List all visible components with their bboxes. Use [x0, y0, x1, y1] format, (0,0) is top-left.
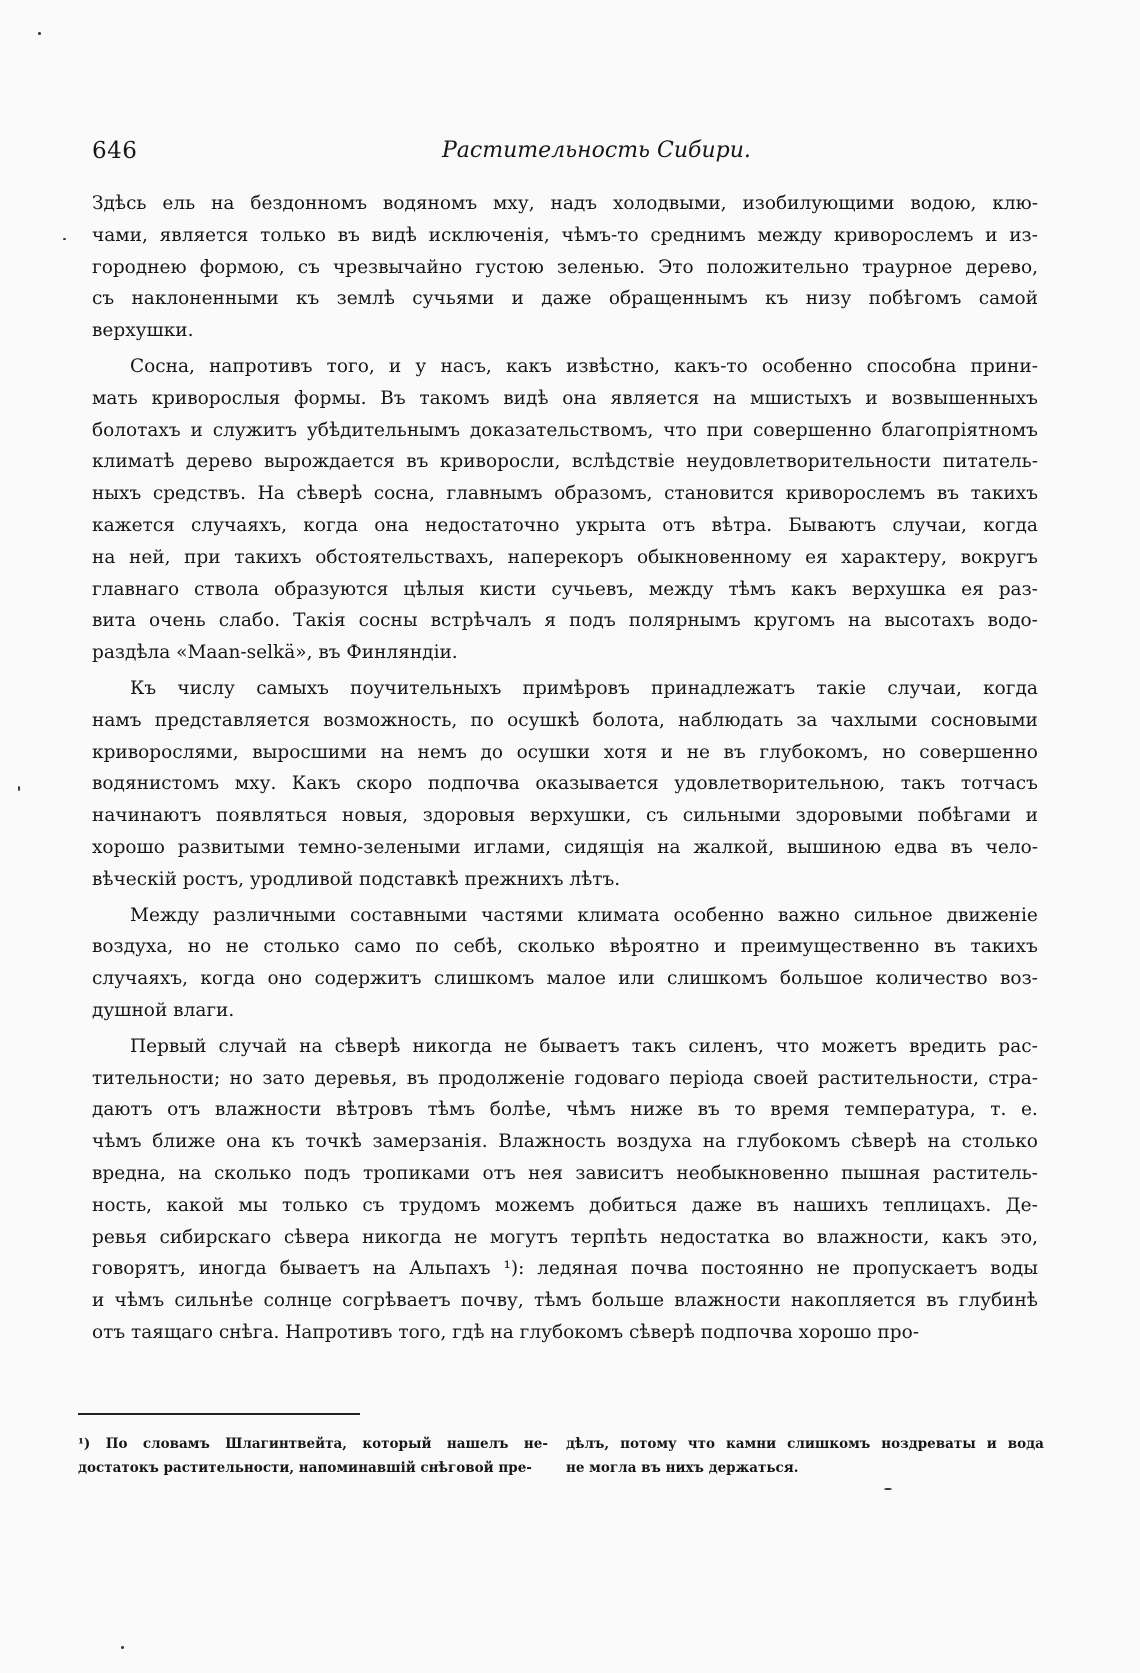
text-line: даютъ отъ влажности вѣтровъ тѣмъ болѣе, чѣмъ ниже въ то время температура, т. е.	[92, 1099, 1038, 1121]
footnote-line: не могла въ нихъ держаться.	[566, 1460, 799, 1476]
footnote-column-right	[566, 1432, 1044, 1480]
text-line: Сосна, напротивъ того, и у насъ, какъ извѣстно, какъ-то особенно способна прини-	[130, 355, 1038, 377]
text-line: ность, какой мы только съ трудомъ можемъ добиться даже въ нашихъ теплицахъ. Де-	[92, 1194, 1038, 1216]
paragraph	[92, 188, 1038, 347]
text-line: душной влаги.	[92, 999, 235, 1021]
text-line: Къ числу самыхъ поучительныхъ примѣровъ принадлежатъ такіе случаи, когда	[130, 677, 1038, 699]
text-line: болотахъ и служитъ убѣдительнымъ доказательствомъ, что при совершенно благопріятномъ	[92, 419, 1038, 441]
text-line: криворослями, выросшими на немъ до осушки хотя и не въ глубокомъ, но совершенно	[92, 741, 1038, 763]
scan-speck	[18, 786, 20, 791]
text-line: ревья сибирскаго сѣвера никогда не могутъ терпѣть недостатка во влажности, какъ это,	[92, 1226, 1038, 1248]
text-line: Здѣсь ель на бездонномъ водяномъ мху, надъ холодвыми, изобилующими водою, клю-	[92, 193, 1038, 214]
running-title: Растительность Сибири.	[442, 138, 751, 163]
text-line: вѣческій ростъ, уродливой подставкѣ прежнихъ лѣтъ.	[92, 868, 621, 890]
page-header	[92, 138, 1038, 174]
scan-speck	[38, 32, 41, 35]
text-line: раздѣла «Maan-selkä», въ Финляндіи.	[92, 642, 458, 664]
text-line: вита очень слабо. Такія сосны встрѣчалъ я подъ полярнымъ кругомъ на высотахъ водо-	[92, 610, 1038, 632]
scan-speck	[63, 238, 66, 240]
text-line: главнаго ствола образуются цѣлыя кисти сучьевъ, между тѣмъ какъ верхушка ея раз-	[92, 578, 1038, 600]
text-line: кажется случаяхъ, когда она недостаточно укрыта отъ вѣтра. Бываютъ случаи, когда	[92, 514, 1038, 536]
text-line: говорятъ, иногда бываетъ на Альпахъ ¹): ледяная почва постоянно не пропускаетъ воды	[92, 1258, 1038, 1280]
text-line: чѣмъ ближе она къ точкѣ замерзанія. Влажность воздуха на глубокомъ сѣверѣ на столько	[92, 1131, 1038, 1153]
text-line: климатѣ дерево вырождается въ криворосли, вслѣдствіе неудовлетворительности питатель-	[92, 451, 1038, 473]
text-line: хорошо развитыми темно-зелеными иглами, сидящія на жалкой, вышиною едва въ чело-	[92, 836, 1038, 858]
text-line: намъ представляется возможность, по осушкѣ болота, наблюдать за чахлыми сосновыми	[92, 709, 1038, 731]
footnote-line: достатокъ растительности, напоминавшій снѣговой пре-	[78, 1460, 532, 1476]
text-line: водянистомъ мху. Какъ скоро подпочва оказывается удовлетворительною, такъ тотчасъ	[92, 773, 1038, 795]
text-line: Первый случай на сѣверѣ никогда не бываетъ такъ силенъ, что можетъ вредить рас-	[130, 1035, 1038, 1057]
footnote-divider	[78, 1413, 360, 1415]
text-line: чами, является только въ видѣ исключенія, чѣмъ-то среднимъ между криворослемъ и из-	[92, 224, 1038, 246]
scan-speck	[884, 1488, 892, 1490]
footnote-line: дѣлъ, потому что камни слишкомъ ноздреваты и вода	[566, 1436, 1044, 1452]
text-line: верхушки.	[92, 320, 194, 342]
paragraph	[92, 351, 1038, 669]
text-line: тительности; но зато деревья, въ продолженіе годоваго періода своей растительности, стра-	[92, 1067, 1038, 1089]
paragraph	[92, 900, 1038, 1027]
body-text	[92, 188, 1038, 1349]
text-line: Между различными составными частями климата особенно важно сильное движеніе	[130, 904, 1038, 926]
text-line: вредна, на сколько подъ тропиками отъ нея зависитъ необыкновенно пышная раститель-	[92, 1162, 1038, 1184]
text-line: мать криворослыя формы. Въ такомъ видѣ она является на мшистыхъ и возвышенныхъ	[92, 387, 1038, 409]
text-line: на ней, при такихъ обстоятельствахъ, наперекоръ обыкновенному ея характеру, вокругъ	[92, 546, 1038, 568]
text-line: ныхъ средствъ. На сѣверѣ сосна, главнымъ образомъ, становится криворослемъ въ такихъ	[92, 483, 1038, 505]
paragraph	[92, 1031, 1038, 1349]
text-line: случаяхъ, когда оно содержитъ слишкомъ малое или слишкомъ большое количество воз-	[92, 968, 1038, 990]
text-line: отъ таящаго снѣга. Напротивъ того, гдѣ на глубокомъ сѣверѣ подпочва хорошо про-	[92, 1321, 919, 1343]
text-line: городнею формою, съ чрезвычайно густою зеленью. Это положительно траурное дерево,	[92, 256, 1038, 278]
paragraph	[92, 673, 1038, 896]
text-line: съ наклоненными къ землѣ сучьями и даже обращеннымъ къ низу побѣгомъ самой	[92, 288, 1038, 310]
page-number: 646	[92, 138, 138, 164]
footnote-line: ¹) По словамъ Шлагинтвейта, который нашелъ не-	[78, 1436, 548, 1452]
text-line: и чѣмъ сильнѣе солнце согрѣваетъ почву, тѣмъ больше влажности накопляется въ глубинѣ	[92, 1290, 1038, 1312]
text-line: воздуха, но не столько само по себѣ, сколько вѣроятно и преимущественно въ такихъ	[92, 936, 1038, 958]
footnote-column-left	[78, 1432, 548, 1480]
scan-speck	[121, 1646, 124, 1649]
text-line: начинаютъ появляться новыя, здоровыя верхушки, съ сильными здоровыми побѣгами и	[92, 805, 1038, 827]
